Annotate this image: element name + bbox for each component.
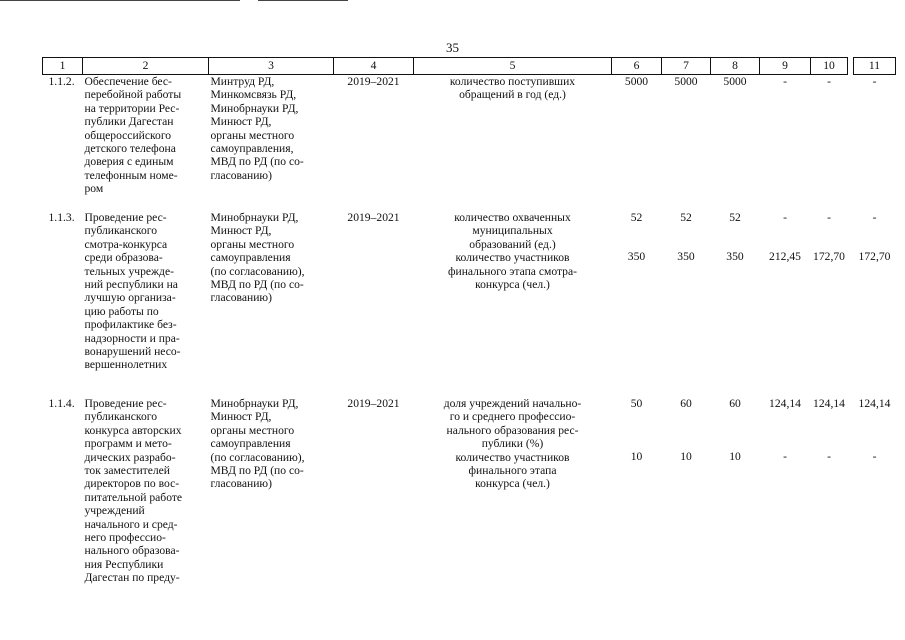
value-cell	[854, 75, 896, 212]
value: 10	[729, 450, 741, 464]
value: 124,14	[769, 397, 801, 410]
value-cell	[711, 397, 760, 627]
column-number: 9	[760, 58, 811, 75]
column-number: 8	[711, 58, 760, 75]
value: -	[872, 450, 877, 464]
indicator-name: количество поступивших обращений в год (ед.)	[449, 75, 576, 102]
table-row	[43, 211, 896, 397]
column-number: 5	[414, 58, 612, 75]
table-row	[43, 397, 896, 627]
value: 60	[729, 397, 741, 410]
item-number: 1.1.2.	[48, 75, 75, 88]
value-cell	[854, 397, 896, 627]
value-cell	[854, 211, 896, 397]
value-cell	[612, 75, 662, 212]
value-cell	[760, 211, 811, 397]
value-cell	[760, 75, 811, 212]
value-cell	[760, 397, 811, 627]
value-cell	[711, 75, 760, 212]
executors-cell	[209, 75, 334, 212]
scan-edge-line	[0, 0, 240, 1]
value: -	[827, 450, 831, 464]
executors-text: Минобрнауки РД, Минюст РД, органы местного самоуправления (по согласованию), МВД по РД (по со- гласованию)	[210, 397, 305, 491]
column-number: 7	[662, 58, 711, 75]
value: 5000	[674, 75, 698, 88]
value: 5000	[624, 75, 649, 88]
column-number: 1	[43, 58, 83, 75]
value: 5000	[723, 75, 747, 88]
scan-edge-line	[258, 0, 348, 1]
measures-table	[42, 57, 896, 627]
item-number: 1.1.4.	[48, 397, 75, 410]
value-cell	[612, 397, 662, 627]
period-cell: 2019–2021	[347, 397, 400, 410]
column-number-row	[43, 58, 896, 75]
table-row	[43, 75, 896, 212]
activity-cell	[83, 75, 209, 212]
column-number: 10	[811, 58, 848, 75]
value-cell	[811, 211, 848, 397]
value-cell	[662, 211, 711, 397]
indicator-name: количество участников финального этапа смотра- конкурса (чел.)	[448, 251, 577, 292]
value: -	[783, 211, 787, 224]
value: 10	[630, 450, 643, 464]
activity-cell	[83, 211, 209, 397]
indicator-name: количество охваченных муниципальных образований (ед.)	[454, 211, 571, 251]
indicator-cell	[414, 211, 612, 397]
value-cell	[711, 211, 760, 397]
indicator-cell	[414, 75, 612, 212]
activity-text: Проведение рес- публиканского конкурса авторских программ и мето- дических разрабо- ток заместителей директоров по вос- питательной работе учреждений начального и сред- него профессио- нального образова- ния Республики Дагестан по преду-	[84, 397, 183, 585]
item-number: 1.1.3.	[48, 211, 75, 224]
value-cell	[811, 397, 848, 627]
value: -	[783, 75, 787, 88]
value: 172,70	[813, 250, 845, 264]
value-cell	[612, 211, 662, 397]
executors-text: Минобрнауки РД, Минюст РД, органы местного самоуправления (по согласованию), МВД по РД (по со- гласованию)	[210, 211, 305, 305]
value: 52	[729, 211, 741, 224]
value: 350	[677, 250, 695, 264]
value: -	[872, 75, 877, 88]
indicator-name: доля учреждений начально- го и среднего профессио- нального образования рес- публики (%)	[443, 397, 582, 451]
value: 124,14	[858, 397, 891, 410]
value: 50	[630, 397, 643, 410]
value: 212,45	[769, 250, 801, 264]
value: 350	[726, 250, 744, 264]
value: 10	[680, 450, 692, 464]
value: 350	[627, 250, 646, 264]
value: 60	[680, 397, 692, 410]
value: 124,14	[813, 397, 845, 410]
activity-text: Проведение рес- публиканского смотра-конкурса среди образова- тельных учрежде- ний республики на лучшую организа- цию работы по профилактике без- надзорности и пра- вонарушений несо- вершеннолетних	[84, 211, 181, 372]
value: 52	[630, 211, 643, 224]
value: 52	[680, 211, 692, 224]
executors-text: Минтруд РД, Минкомсвязь РД, Минобрнауки РД, Минюст РД, органы местного самоуправления, МВД по РД (по со- гласованию)	[210, 75, 304, 182]
column-number: 3	[209, 58, 334, 75]
column-number: 6	[612, 58, 662, 75]
value: -	[872, 211, 877, 224]
value: -	[783, 450, 787, 464]
executors-cell	[209, 397, 334, 627]
period-cell: 2019–2021	[347, 75, 400, 88]
page-number: 35	[446, 40, 459, 55]
value: -	[827, 75, 831, 88]
column-number: 4	[334, 58, 414, 75]
period-cell: 2019–2021	[347, 211, 400, 224]
indicator-cell	[414, 397, 612, 627]
activity-text: Обеспечение бес- перебойной работы на территории Рес- публики Дагестан общероссийского детского телефона доверия с единым телефонным номе- ром	[84, 75, 182, 196]
value-cell	[811, 75, 848, 212]
column-number: 2	[83, 58, 209, 75]
executors-cell	[209, 211, 334, 397]
indicator-name: количество участников финального этапа конкурса (чел.)	[455, 450, 570, 491]
value: 172,70	[858, 250, 891, 264]
activity-cell	[83, 397, 209, 627]
value-cell	[662, 75, 711, 212]
column-number: 11	[854, 58, 896, 75]
value-cell	[662, 397, 711, 627]
value: -	[827, 211, 831, 224]
